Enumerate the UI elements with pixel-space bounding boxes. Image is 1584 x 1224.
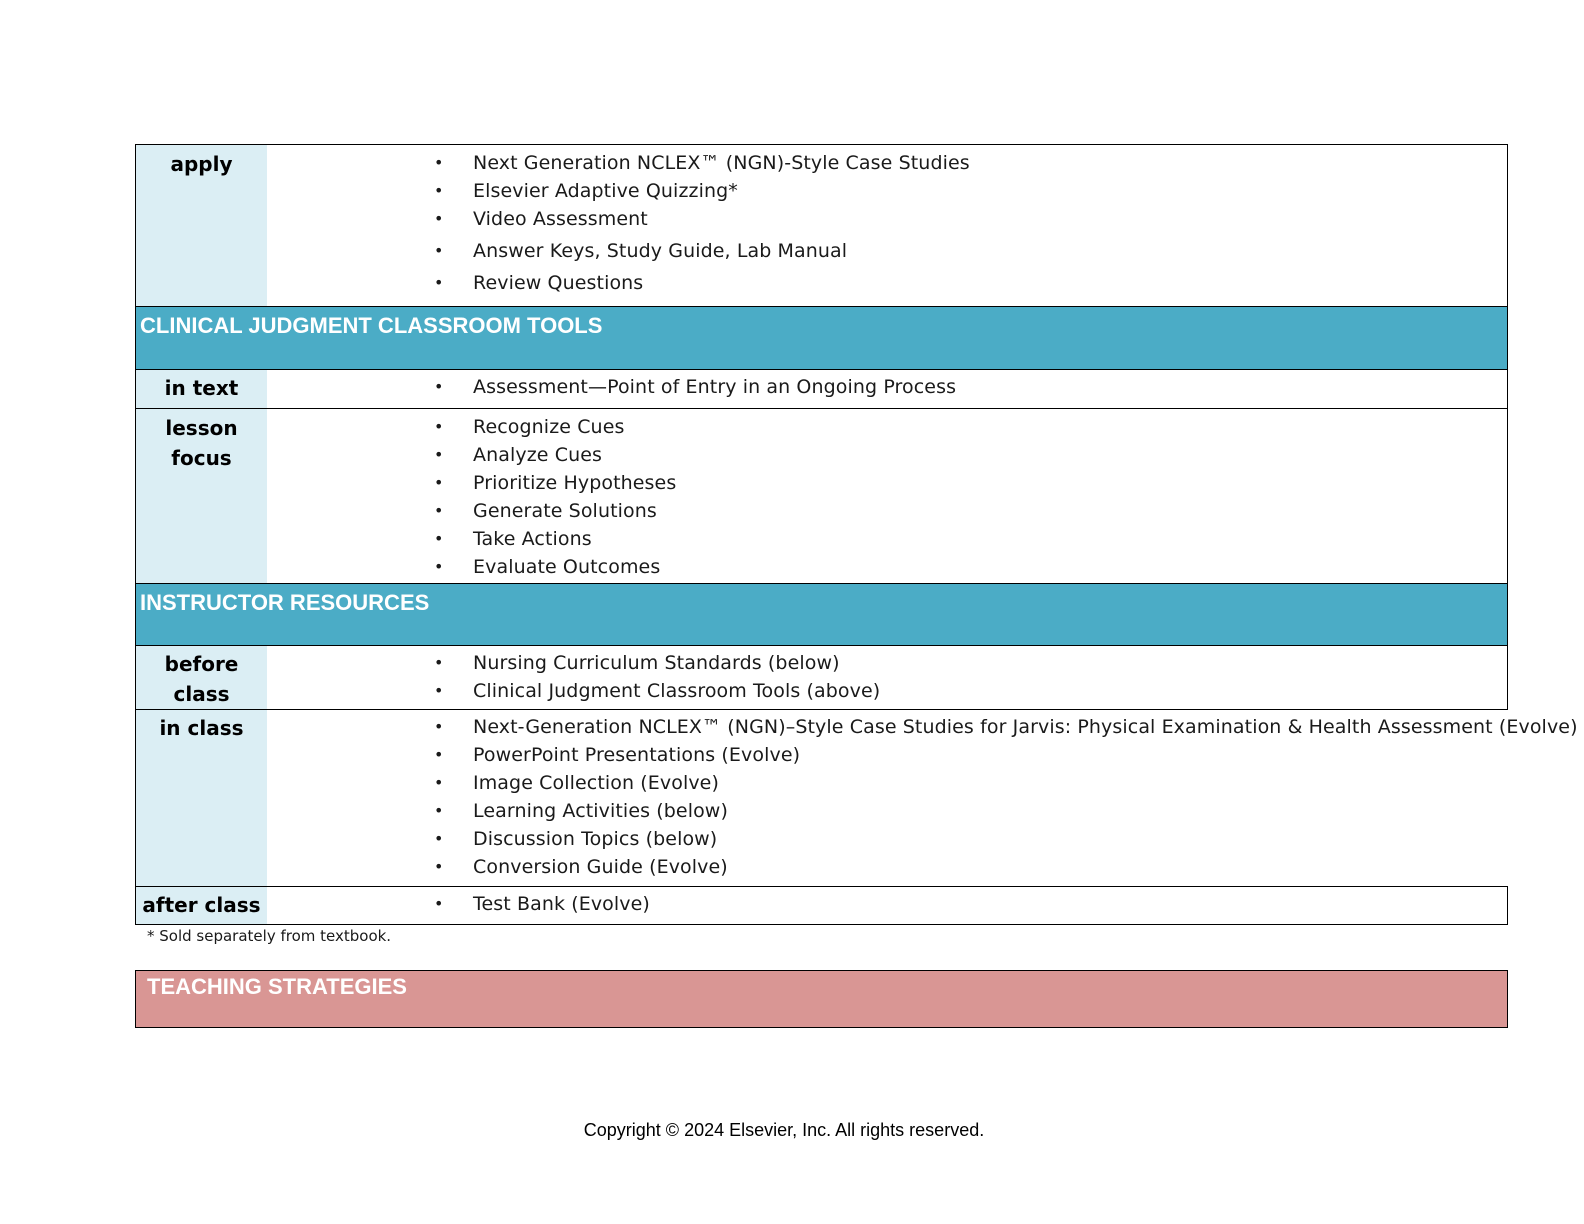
bullet-icon: •	[434, 681, 444, 700]
list-item	[267, 853, 1578, 881]
bullet-list	[267, 413, 1507, 581]
list-item-text: Prioritize Hypotheses	[473, 472, 677, 494]
list-item-text: Next Generation NCLEX™ (NGN)-Style Case Studies	[473, 152, 970, 174]
row-in-class	[136, 710, 1578, 887]
bullet-icon: •	[434, 773, 444, 792]
list-item	[267, 553, 1507, 581]
bullet-icon: •	[434, 273, 444, 292]
section-heading-teaching-strategies: TEACHING STRATEGIES	[135, 970, 1508, 1028]
bullet-icon: •	[434, 717, 444, 736]
list-item	[267, 469, 1507, 497]
bullet-list	[267, 713, 1578, 881]
label-line: lesson	[165, 416, 238, 440]
bullet-icon: •	[434, 857, 444, 876]
row-content-apply	[267, 145, 1507, 306]
bullet-list	[267, 373, 1507, 401]
list-item-text: Test Bank (Evolve)	[473, 893, 650, 915]
bullet-list	[267, 149, 1507, 301]
bullet-icon: •	[434, 473, 444, 492]
list-item-text: Clinical Judgment Classroom Tools (above)	[473, 680, 881, 702]
bullet-list	[267, 890, 1507, 918]
list-item-text: Next-Generation NCLEX™ (NGN)–Style Case Studies for Jarvis: Physical Examination & Health Assessment (Evolve)	[473, 716, 1578, 738]
row-apply	[136, 145, 1507, 307]
list-item	[267, 677, 1507, 705]
list-item	[267, 649, 1507, 677]
list-item-text: Discussion Topics (below)	[473, 828, 718, 850]
bullet-icon: •	[434, 181, 444, 200]
list-item	[267, 237, 1507, 269]
row-label-in-class: in class	[136, 710, 267, 886]
row-content-after-class	[267, 887, 1507, 924]
bullet-icon: •	[434, 209, 444, 228]
row-in-text	[136, 370, 1507, 409]
row-label-before-class: before class	[136, 646, 267, 709]
row-lesson-focus	[136, 409, 1507, 584]
list-item-text: Evaluate Outcomes	[473, 556, 661, 578]
bullet-icon: •	[434, 445, 444, 464]
footnote: * Sold separately from textbook.	[147, 927, 392, 945]
row-label-apply: apply	[136, 145, 267, 306]
list-item	[267, 741, 1578, 769]
row-content-in-class	[267, 710, 1578, 886]
bullet-icon: •	[434, 501, 444, 520]
list-item-text: Video Assessment	[473, 208, 648, 230]
row-content-lesson-focus	[267, 409, 1507, 583]
bullet-icon: •	[434, 529, 444, 548]
list-item-text: Generate Solutions	[473, 500, 657, 522]
bullet-icon: •	[434, 801, 444, 820]
list-item-text: PowerPoint Presentations (Evolve)	[473, 744, 801, 766]
bullet-icon: •	[434, 241, 444, 260]
list-item	[267, 441, 1507, 469]
bullet-icon: •	[434, 557, 444, 576]
list-item-text: Analyze Cues	[473, 444, 603, 466]
row-after-class	[136, 887, 1507, 924]
bullet-icon: •	[434, 653, 444, 672]
list-item	[267, 269, 1507, 301]
list-item	[267, 205, 1507, 237]
resource-table	[135, 144, 1578, 925]
bullet-icon: •	[434, 153, 444, 172]
label-line: focus	[171, 446, 232, 470]
list-item-text: Nursing Curriculum Standards (below)	[473, 652, 840, 674]
list-item-text: Learning Activities (below)	[473, 800, 728, 822]
section-heading-clinical-judgment: CLINICAL JUDGMENT CLASSROOM TOOLS	[136, 307, 1507, 370]
section-heading-instructor-resources: INSTRUCTOR RESOURCES	[136, 584, 1507, 646]
list-item-text: Answer Keys, Study Guide, Lab Manual	[473, 240, 848, 262]
row-content-before-class	[267, 646, 1507, 709]
row-label-in-text: in text	[136, 370, 267, 408]
list-item-text: Elsevier Adaptive Quizzing*	[473, 180, 738, 202]
list-item	[267, 413, 1507, 441]
list-item	[267, 525, 1507, 553]
list-item-text: Image Collection (Evolve)	[473, 772, 719, 794]
bullet-icon: •	[434, 745, 444, 764]
list-item-text: Recognize Cues	[473, 416, 625, 438]
row-content-in-text	[267, 370, 1507, 408]
bullet-list	[267, 649, 1507, 705]
row-label-lesson-focus	[136, 409, 267, 583]
list-item	[267, 149, 1507, 177]
bullet-icon: •	[434, 894, 444, 913]
list-item-text: Review Questions	[473, 272, 644, 294]
list-item	[267, 373, 1507, 401]
list-item	[267, 177, 1507, 205]
row-label-after-class: after class	[136, 887, 267, 924]
list-item-text: Assessment—Point of Entry in an Ongoing Process	[473, 376, 957, 398]
copyright-notice: Copyright © 2024 Elsevier, Inc. All rights reserved.	[583, 1120, 985, 1140]
list-item	[267, 825, 1578, 853]
list-item	[267, 890, 1507, 918]
list-item	[267, 769, 1578, 797]
list-item-text: Conversion Guide (Evolve)	[473, 856, 728, 878]
list-item	[267, 497, 1507, 525]
bullet-icon: •	[434, 829, 444, 848]
list-item-text: Take Actions	[473, 528, 592, 550]
bullet-icon: •	[434, 417, 444, 436]
bullet-icon: •	[434, 377, 444, 396]
row-before-class	[136, 646, 1507, 710]
list-item	[267, 713, 1578, 741]
list-item	[267, 797, 1578, 825]
